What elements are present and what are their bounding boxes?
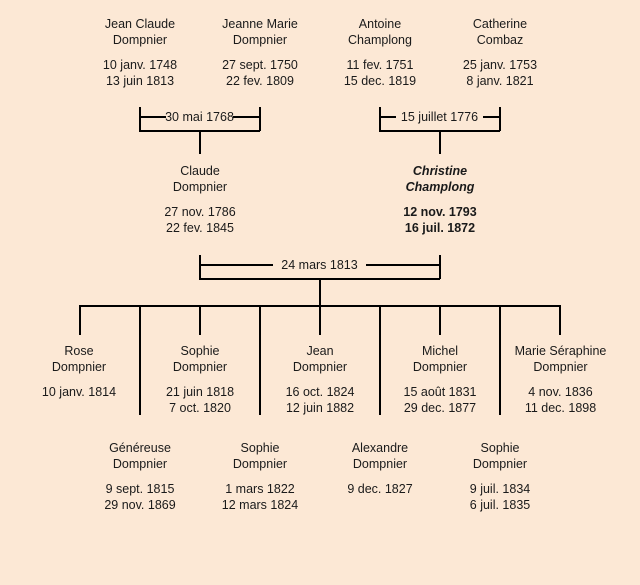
person-claude-dompnier	[140, 163, 260, 236]
person-christine-champlong	[380, 163, 500, 236]
person-dates	[206, 481, 314, 513]
person-birth-date: 12 nov. 1793	[403, 205, 477, 219]
person-name-line1: Sophie	[480, 441, 520, 455]
person-birth-date: 15 août 1831	[403, 385, 477, 399]
marriage-date-1: 30 mai 1768	[165, 110, 234, 124]
person-birth-date: 9 juil. 1834	[469, 482, 531, 496]
person-dates	[146, 384, 254, 416]
person-name-line2: Dompnier	[172, 180, 228, 194]
person-antoine-champlong	[320, 16, 440, 89]
person-birth-date: 9 sept. 1815	[105, 482, 175, 496]
person-name-line1: Claude	[180, 164, 220, 178]
person-name-line2: Dompnier	[472, 457, 528, 471]
person-jeanne-marie-dompnier	[200, 16, 320, 89]
person-name-line1: Jeanne Marie	[222, 17, 298, 31]
person-death-date: 15 dec. 1819	[343, 74, 417, 88]
person-dates	[503, 384, 618, 416]
person-death-date: 29 nov. 1869	[104, 498, 176, 512]
person-name-line2: Dompnier	[533, 360, 588, 374]
person-dates	[440, 57, 560, 89]
person-dates	[446, 481, 554, 513]
person-death-date: 22 fev. 1845	[166, 221, 234, 235]
person-death-date: 12 mars 1824	[221, 498, 299, 512]
person-name-line1: Sophie	[180, 344, 220, 358]
person-death-date: 22 fev. 1809	[226, 74, 294, 88]
connector-line	[139, 305, 141, 415]
person-genereuse-dompnier	[86, 440, 194, 513]
person-name-line2: Dompnier	[172, 360, 228, 374]
connector-line	[79, 305, 81, 335]
person-dates	[140, 204, 260, 236]
person-name-line1: Jean Claude	[104, 17, 176, 31]
person-name-line1: Catherine	[472, 17, 528, 31]
person-name-line2: Dompnier	[112, 33, 168, 47]
connector-line	[379, 305, 381, 415]
person-death-date: 6 juil. 1835	[469, 498, 531, 512]
person-name-line2: Dompnier	[352, 457, 408, 471]
connector-line	[199, 305, 201, 335]
person-name-line1: Jean	[306, 344, 334, 358]
person-name-line2: Dompnier	[412, 360, 468, 374]
person-name-line2: Dompnier	[232, 33, 288, 47]
person-sophie-dompnier-1818	[146, 343, 254, 416]
marriage-date-3: 24 mars 1813	[281, 258, 358, 272]
person-birth-date: 27 sept. 1750	[222, 58, 298, 72]
person-birth-date: 27 nov. 1786	[164, 205, 236, 219]
person-jean-dompnier	[266, 343, 374, 416]
person-name-line1: Rose	[64, 344, 94, 358]
person-name-line2: Combaz	[476, 33, 524, 47]
connector-line	[439, 130, 441, 154]
person-name-line1: Christine	[412, 164, 468, 178]
connector-line	[499, 305, 501, 415]
person-dates	[80, 57, 200, 89]
person-name-line1: Antoine	[358, 17, 402, 31]
person-sophie-dompnier-1822	[206, 440, 314, 513]
person-name-line2: Dompnier	[232, 457, 288, 471]
person-death-date: 8 janv. 1821	[466, 74, 534, 88]
person-death-date: 13 juin 1813	[105, 74, 175, 88]
person-name-line2: Dompnier	[51, 360, 107, 374]
person-birth-date: 4 nov. 1836	[528, 385, 593, 399]
connector-line	[319, 305, 321, 335]
person-michel-dompnier	[386, 343, 494, 416]
connector-line	[199, 130, 201, 154]
person-name-line2: Champlong	[348, 33, 412, 47]
person-death-date: 11 dec. 1898	[524, 401, 597, 415]
connector-line	[319, 278, 321, 306]
connector-line	[259, 305, 261, 415]
person-dates	[320, 57, 440, 89]
person-birth-date: 21 juin 1818	[165, 385, 235, 399]
person-dates	[86, 481, 194, 513]
person-name-line2: Dompnier	[292, 360, 348, 374]
person-birth-date: 16 oct. 1824	[285, 385, 355, 399]
person-death-date: 12 juin 1882	[285, 401, 355, 415]
person-dates	[386, 384, 494, 416]
person-name-line1: Généreuse	[109, 441, 171, 455]
person-name-line2: Champlong	[405, 180, 475, 194]
marriage-date-2: 15 juillet 1776	[400, 110, 479, 124]
person-birth-date: 1 mars 1822	[225, 482, 295, 496]
person-birth-date: 9 dec. 1827	[347, 482, 413, 496]
person-sophie-dompnier-1834	[446, 440, 554, 513]
person-catherine-combaz	[440, 16, 560, 89]
person-dates	[266, 384, 374, 416]
person-birth-date: 11 fev. 1751	[346, 58, 414, 72]
person-death-date: 29 dec. 1877	[403, 401, 477, 415]
person-jean-claude-dompnier	[80, 16, 200, 89]
person-birth-date: 25 janv. 1753	[462, 58, 538, 72]
person-alexandre-dompnier	[326, 440, 434, 497]
person-death-date: 16 juil. 1872	[404, 221, 476, 235]
person-dates	[25, 384, 133, 400]
person-birth-date: 10 janv. 1748	[102, 58, 178, 72]
person-marie-seraphine-dompnier	[503, 343, 618, 416]
person-name-line1: Michel	[421, 344, 459, 358]
person-dates	[326, 481, 434, 497]
person-name-line1: Sophie	[240, 441, 280, 455]
person-name-line1: Alexandre	[351, 441, 409, 455]
person-death-date: 7 oct. 1820	[169, 401, 231, 415]
person-rose-dompnier	[25, 343, 133, 400]
person-dates	[380, 204, 500, 236]
connector-line	[439, 305, 441, 335]
person-dates	[200, 57, 320, 89]
person-name-line2: Dompnier	[112, 457, 168, 471]
person-name-line1: Marie Séraphine	[514, 344, 607, 358]
connector-line	[559, 305, 561, 335]
person-birth-date: 10 janv. 1814	[41, 385, 117, 399]
